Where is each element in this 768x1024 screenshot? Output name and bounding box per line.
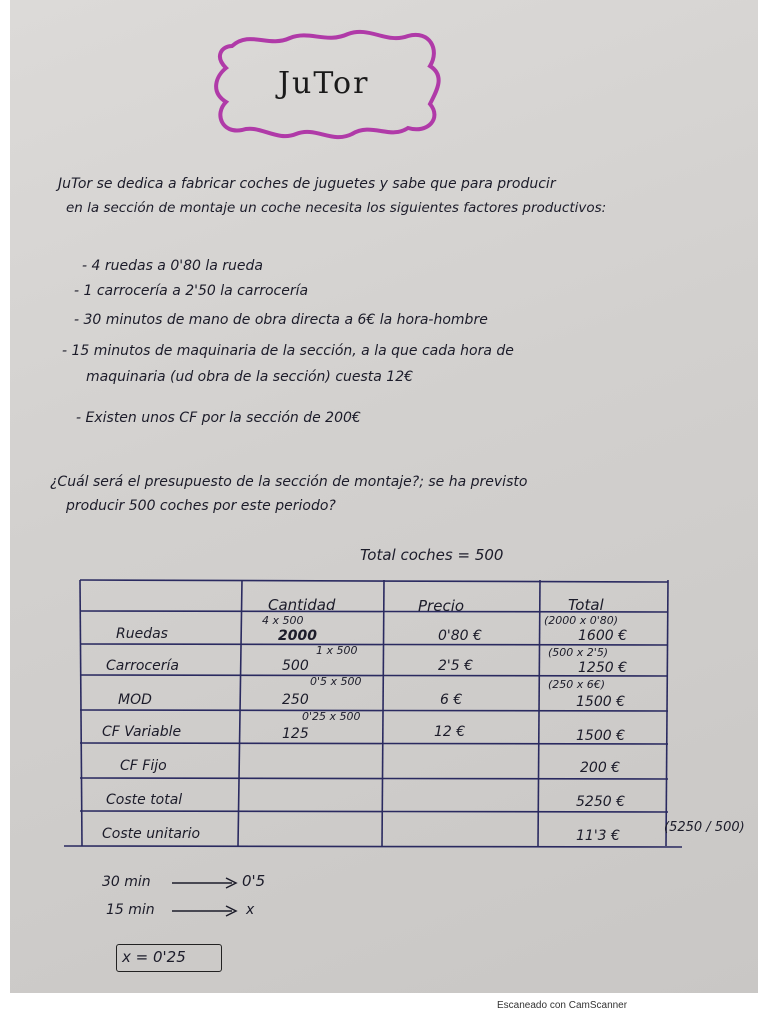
- question-line-2: producir 500 coches por este periodo?: [66, 498, 336, 514]
- row-label-coste-total: Coste total: [106, 792, 183, 808]
- row-carroceria-total: 1250 €: [578, 660, 627, 676]
- row-label-coste-unitario: Coste unitario: [102, 826, 201, 842]
- row-mod-total-note: (250 x 6€): [548, 678, 606, 691]
- arrow-right-icon: [170, 876, 240, 890]
- total-coches: Total coches = 500: [360, 546, 504, 564]
- row-cf-variable-total: 1500 €: [576, 728, 625, 744]
- row-cf-fijo-total: 200 €: [580, 760, 621, 776]
- row-mod-cantidad-note: 0'5 x 500: [310, 675, 362, 688]
- row-label-cf-fijo: CF Fijo: [120, 758, 167, 774]
- header-total: Total: [568, 596, 604, 614]
- row-carroceria-cantidad: 500: [282, 658, 309, 674]
- intro-line-1: JuTor se dedica a fabricar coches de juguetes y sabe que para producir: [58, 176, 556, 192]
- question-line-1: ¿Cuál será el presupuesto de la sección de montaje?; se ha previsto: [50, 474, 528, 490]
- row-carroceria-total-note: (500 x 2'5): [548, 646, 609, 659]
- header-cantidad: Cantidad: [268, 596, 336, 614]
- arrow-right-icon: [170, 904, 240, 918]
- row-ruedas-total: 1600 €: [578, 628, 627, 644]
- row-mod-total: 1500 €: [576, 694, 625, 710]
- page-title: JuTor: [278, 66, 370, 101]
- calc-line1-right: 0'5: [242, 872, 266, 890]
- bullet-4: - 15 minutos de maquinaria de la sección, a la que cada hora de: [62, 343, 514, 359]
- budget-table-grid: [10, 0, 758, 993]
- calc-line2-left: 15 min: [106, 902, 155, 918]
- row-cf-variable-cantidad: 125: [282, 726, 309, 742]
- row-label-cf-variable: CF Variable: [102, 724, 182, 740]
- row-coste-unitario-total: 11'3 €: [576, 828, 620, 844]
- row-cf-variable-precio: 12 €: [434, 724, 466, 740]
- calc-result: x = 0'25: [122, 948, 186, 966]
- bullet-4-cont: maquinaria (ud obra de la sección) cuesta 12€: [86, 369, 414, 385]
- bullet-2: - 1 carrocería a 2'50 la carrocería: [74, 283, 309, 299]
- row-label-carroceria: Carrocería: [106, 658, 179, 674]
- bullet-3: - 30 minutos de mano de obra directa a 6€ la hora-hombre: [74, 312, 488, 328]
- row-label-mod: MOD: [118, 692, 152, 708]
- row-ruedas-precio: 0'80 €: [438, 628, 482, 644]
- row-mod-precio: 6 €: [440, 692, 463, 708]
- side-note: (5250 / 500): [664, 820, 745, 835]
- scanned-page: [10, 0, 758, 993]
- bullet-1: - 4 ruedas a 0'80 la rueda: [82, 258, 263, 274]
- row-carroceria-cantidad-note: 1 x 500: [316, 644, 358, 657]
- row-label-ruedas: Ruedas: [116, 626, 168, 642]
- row-ruedas-total-note: (2000 x 0'80): [544, 614, 619, 627]
- calc-line1-left: 30 min: [102, 874, 151, 890]
- header-precio: Precio: [418, 597, 465, 615]
- row-mod-cantidad: 250: [282, 692, 309, 708]
- bullet-5: - Existen unos CF por la sección de 200€: [76, 410, 361, 426]
- row-cf-variable-cantidad-note: 0'25 x 500: [302, 710, 361, 723]
- calc-line2-right: x: [246, 902, 255, 918]
- row-coste-total-total: 5250 €: [576, 794, 625, 810]
- row-ruedas-cantidad-note: 4 x 500: [262, 614, 304, 627]
- row-ruedas-cantidad: 2000: [278, 628, 317, 644]
- scanner-watermark: Escaneado con CamScanner: [497, 1000, 628, 1011]
- intro-line-2: en la sección de montaje un coche necesita los siguientes factores productivos:: [66, 200, 607, 216]
- row-carroceria-precio: 2'5 €: [438, 658, 474, 674]
